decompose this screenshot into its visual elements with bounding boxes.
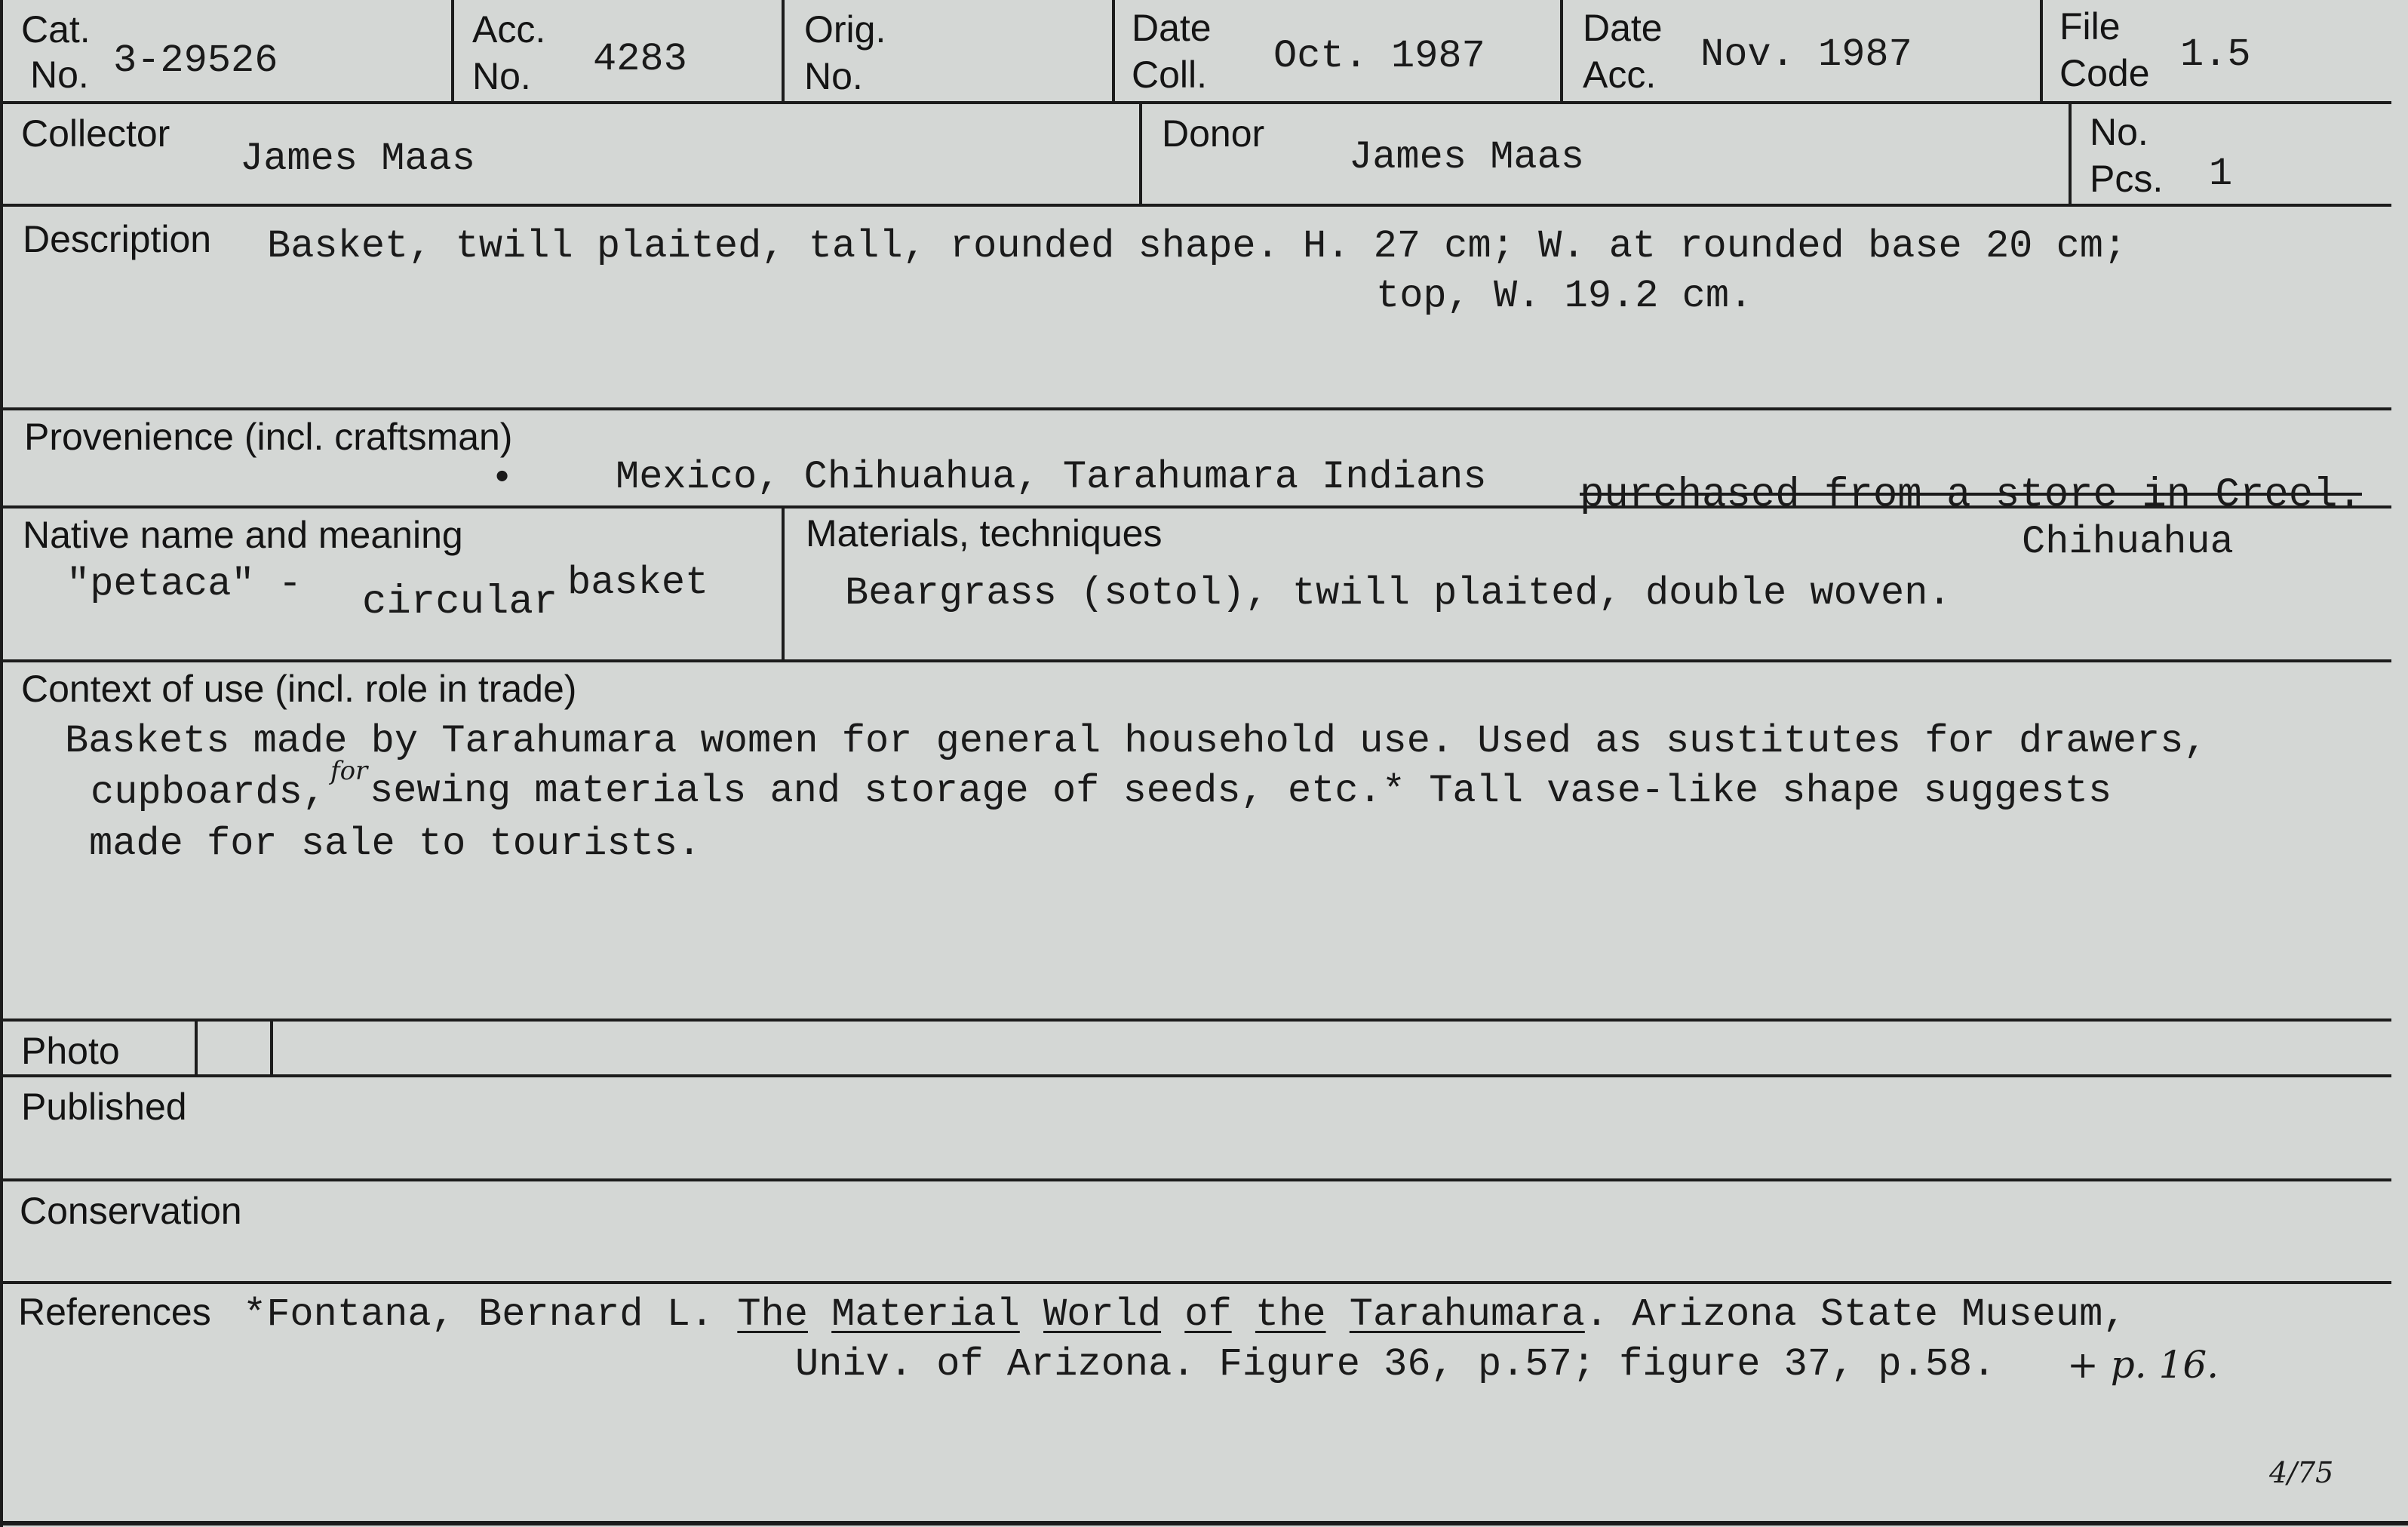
rule-published-bottom bbox=[0, 1178, 2391, 1181]
collector-name: James Maas bbox=[240, 137, 476, 181]
references-label: References bbox=[18, 1291, 211, 1333]
cat-number: 3-29526 bbox=[113, 38, 278, 83]
conservation-label: Conservation bbox=[20, 1190, 242, 1232]
provenience-struck-text: purchased from a store in Creel. bbox=[1580, 472, 2362, 518]
context-line-3: made for sale to tourists. bbox=[89, 822, 702, 866]
reference-title-word: The bbox=[737, 1292, 808, 1337]
native-name-meaning: basket bbox=[567, 561, 709, 605]
page-mark: 4/75 bbox=[2269, 1456, 2334, 1489]
provenience-label: Provenience (incl. craftsman) bbox=[24, 416, 513, 458]
reference-title-word: World bbox=[1043, 1292, 1162, 1337]
native-name-value: "petaca" - bbox=[66, 562, 303, 607]
date-collected: Oct. 1987 bbox=[1273, 34, 1485, 78]
photo-label: Photo bbox=[21, 1030, 120, 1072]
divider-datecoll-dateacc bbox=[1560, 0, 1563, 103]
materials-value: Beargrass (sotol), twill plaited, double woven. bbox=[845, 571, 1952, 616]
donor-label: Donor bbox=[1162, 112, 1265, 155]
native-name-inserted-word: circular bbox=[362, 579, 558, 625]
context-line-2-inserted-word: for bbox=[330, 756, 368, 786]
provenience-addition: Chihuahua bbox=[2022, 520, 2234, 564]
rule-context-bottom bbox=[0, 1019, 2391, 1022]
published-label: Published bbox=[21, 1086, 187, 1128]
photo-box-right bbox=[270, 1019, 273, 1076]
reference-title-word: the bbox=[1255, 1292, 1326, 1337]
divider-native-materials bbox=[782, 505, 785, 661]
rule-native-bottom bbox=[0, 659, 2391, 662]
divider-cat-acc bbox=[451, 0, 454, 103]
native-name-label: Native name and meaning bbox=[23, 514, 463, 556]
divider-orig-datecoll bbox=[1112, 0, 1115, 103]
pieces-label-line1: No. bbox=[2090, 111, 2148, 153]
divider-donor-pcs bbox=[2069, 101, 2072, 205]
provenience-bullet: • bbox=[490, 456, 514, 501]
date-acc-label-line1: Date bbox=[1583, 7, 1663, 49]
rule-conservation-bottom bbox=[0, 1281, 2391, 1284]
reference-publisher: . Arizona State Museum, bbox=[1584, 1292, 2127, 1337]
context-line-2-start: cupboards, bbox=[91, 770, 327, 815]
date-coll-label-line1: Date bbox=[1132, 7, 1212, 49]
description-line-1: Basket, twill plaited, tall, rounded shape. H. 27 cm; W. at rounded base 20 cm; bbox=[267, 224, 2127, 269]
acc-number: 4283 bbox=[593, 37, 687, 81]
divider-acc-orig bbox=[782, 0, 785, 103]
collector-label: Collector bbox=[21, 112, 170, 155]
date-acc-label-line2: Acc. bbox=[1583, 54, 1657, 96]
rule-card-bottom bbox=[0, 1521, 2408, 1525]
pieces-label-line2: Pcs. bbox=[2090, 158, 2164, 200]
donor-name: James Maas bbox=[1349, 135, 1585, 180]
orig-label-line1: Orig. bbox=[804, 8, 886, 51]
description-label: Description bbox=[23, 218, 212, 260]
reference-title-word: Material bbox=[831, 1292, 1020, 1337]
references-line-2: Univ. of Arizona. Figure 36, p.57; figure 37, p.58. bbox=[795, 1342, 1996, 1387]
orig-label-line2: No. bbox=[804, 55, 863, 97]
rule-header-bottom bbox=[0, 101, 2391, 104]
description-line-2: top, W. 19.2 cm. bbox=[1376, 274, 1753, 318]
materials-label: Materials, techniques bbox=[806, 512, 1163, 555]
pieces-count: 1 bbox=[2209, 152, 2233, 196]
file-code-label-line2: Code bbox=[2059, 52, 2150, 94]
cat-label-line1: Cat. bbox=[21, 8, 91, 51]
divider-dateacc-filecode bbox=[2040, 0, 2043, 103]
date-coll-label-line2: Coll. bbox=[1132, 54, 1208, 96]
rule-photo-bottom bbox=[0, 1074, 2391, 1077]
acc-label-line1: Acc. bbox=[472, 8, 546, 51]
provenience-value: Mexico, Chihuahua, Tarahumara Indians bbox=[616, 455, 1487, 499]
reference-title-word: of bbox=[1184, 1292, 1232, 1337]
rule-left-edge bbox=[0, 0, 3, 1527]
references-line-1 bbox=[243, 1292, 2127, 1338]
photo-box-left bbox=[195, 1019, 198, 1076]
divider-collector-donor bbox=[1139, 101, 1142, 205]
context-line-2-rest: sewing materials and storage of seeds, etc.* Tall vase-like shape suggests bbox=[370, 769, 2112, 813]
file-code-label-line1: File bbox=[2059, 5, 2121, 48]
rule-collector-bottom bbox=[0, 204, 2391, 207]
reference-title-word: Tarahumara bbox=[1349, 1292, 1585, 1337]
context-line-1: Baskets made by Tarahumara women for general household use. Used as sustitutes for drawers, bbox=[65, 719, 2207, 764]
acc-label-line2: No. bbox=[472, 55, 531, 97]
reference-author: *Fontana, Bernard L. bbox=[243, 1292, 714, 1337]
file-code: 1.5 bbox=[2180, 32, 2251, 77]
date-accessioned: Nov. 1987 bbox=[1700, 32, 1912, 77]
references-handwritten-addition: + p. 16. bbox=[2067, 1343, 2219, 1387]
rule-description-bottom bbox=[0, 407, 2391, 410]
context-label: Context of use (incl. role in trade) bbox=[21, 668, 577, 710]
cat-label-line2: No. bbox=[30, 54, 89, 96]
